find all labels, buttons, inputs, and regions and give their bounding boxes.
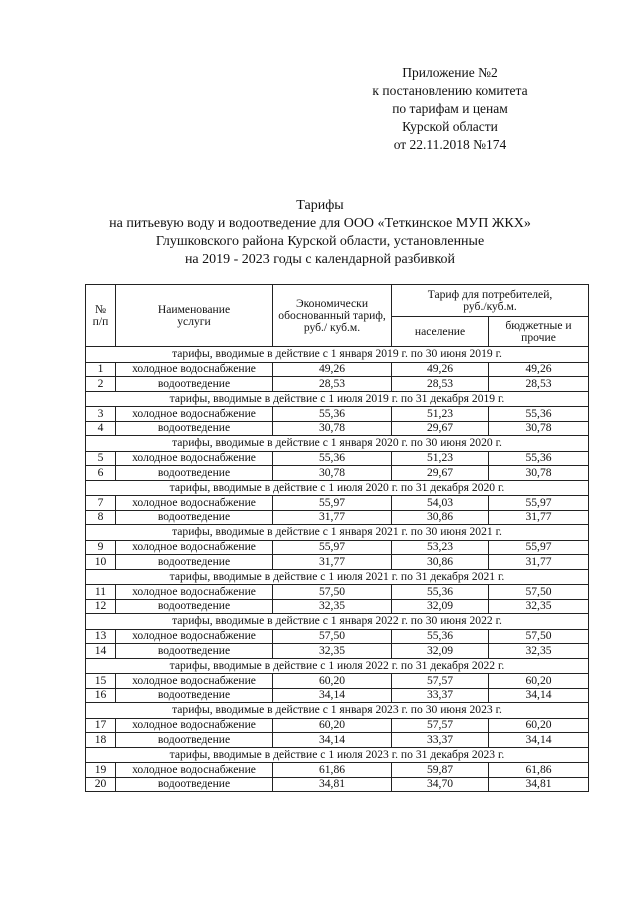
row-service: водоотведение (116, 377, 273, 392)
row-population-tariff: 29,67 (392, 421, 489, 436)
section-title: тарифы, вводимые в действие с 1 июля 2021 г. по 31 декабря 2021 г. (86, 569, 589, 585)
row-econ-tariff: 55,97 (273, 496, 392, 511)
row-service: холодное водоснабжение (116, 451, 273, 466)
row-service: холодное водоснабжение (116, 585, 273, 600)
row-econ-tariff: 31,77 (273, 555, 392, 570)
row-num: 10 (86, 555, 116, 570)
table-row (86, 510, 589, 525)
row-num: 1 (86, 362, 116, 377)
section-row (86, 747, 589, 763)
row-population-tariff: 32,09 (392, 599, 489, 614)
row-econ-tariff: 30,78 (273, 421, 392, 436)
table-row (86, 688, 589, 703)
section-row (86, 436, 589, 452)
table-row (86, 377, 589, 392)
section-row (86, 480, 589, 496)
row-population-tariff: 30,86 (392, 510, 489, 525)
row-population-tariff: 30,86 (392, 555, 489, 570)
section-title: тарифы, вводимые в действие с 1 января 2022 г. по 30 июня 2022 г. (86, 614, 589, 630)
row-service: холодное водоснабжение (116, 629, 273, 644)
row-num: 7 (86, 496, 116, 511)
table-row (86, 763, 589, 778)
row-budget-tariff: 30,78 (489, 466, 589, 481)
row-budget-tariff: 55,36 (489, 451, 589, 466)
row-service: водоотведение (116, 555, 273, 570)
row-budget-tariff: 34,14 (489, 733, 589, 748)
row-population-tariff: 59,87 (392, 763, 489, 778)
section-title: тарифы, вводимые в действие с 1 июля 2023 г. по 31 декабря 2023 г. (86, 747, 589, 763)
header-population: население (392, 317, 489, 347)
row-service: водоотведение (116, 733, 273, 748)
row-econ-tariff: 61,86 (273, 763, 392, 778)
row-budget-tariff: 55,36 (489, 407, 589, 422)
row-budget-tariff: 57,50 (489, 629, 589, 644)
row-service: водоотведение (116, 688, 273, 703)
header-budget: бюджетные и прочие (489, 317, 589, 347)
row-econ-tariff: 55,36 (273, 407, 392, 422)
section-title: тарифы, вводимые в действие с 1 января 2020 г. по 30 июня 2020 г. (86, 436, 589, 452)
row-budget-tariff: 34,14 (489, 688, 589, 703)
table-row (86, 733, 589, 748)
table-row (86, 407, 589, 422)
document-title (60, 197, 580, 269)
row-population-tariff: 32,09 (392, 644, 489, 659)
row-num: 18 (86, 733, 116, 748)
section-row (86, 347, 589, 363)
row-budget-tariff: 31,77 (489, 555, 589, 570)
row-num: 9 (86, 540, 116, 555)
row-econ-tariff: 57,50 (273, 585, 392, 600)
table-row (86, 644, 589, 659)
row-budget-tariff: 55,97 (489, 540, 589, 555)
row-service: холодное водоснабжение (116, 718, 273, 733)
row-econ-tariff: 55,97 (273, 540, 392, 555)
row-population-tariff: 51,23 (392, 407, 489, 422)
table-row (86, 555, 589, 570)
row-econ-tariff: 30,78 (273, 466, 392, 481)
row-num: 12 (86, 599, 116, 614)
row-budget-tariff: 61,86 (489, 763, 589, 778)
row-budget-tariff: 57,50 (489, 585, 589, 600)
table-body (86, 347, 589, 792)
appendix-line: по тарифам и ценам (392, 101, 508, 116)
appendix-line: к постановлению комитета (372, 83, 528, 98)
row-population-tariff: 53,23 (392, 540, 489, 555)
row-service: холодное водоснабжение (116, 674, 273, 689)
row-service: холодное водоснабжение (116, 540, 273, 555)
row-service: водоотведение (116, 466, 273, 481)
row-budget-tariff: 30,78 (489, 421, 589, 436)
row-service: водоотведение (116, 599, 273, 614)
table-row (86, 718, 589, 733)
section-row (86, 525, 589, 541)
row-budget-tariff: 34,81 (489, 777, 589, 792)
tariff-table (85, 284, 589, 792)
row-econ-tariff: 34,14 (273, 733, 392, 748)
row-population-tariff: 49,26 (392, 362, 489, 377)
row-num: 13 (86, 629, 116, 644)
section-title: тарифы, вводимые в действие с 1 июля 2020 г. по 31 декабря 2020 г. (86, 480, 589, 496)
header-num: № п/п (86, 285, 116, 347)
section-row (86, 391, 589, 407)
table-row (86, 540, 589, 555)
row-population-tariff: 29,67 (392, 466, 489, 481)
table-row (86, 362, 589, 377)
section-title: тарифы, вводимые в действие с 1 января 2021 г. по 30 июня 2021 г. (86, 525, 589, 541)
appendix-line: Курской области (402, 119, 498, 134)
table-row (86, 674, 589, 689)
header-econ-tariff: Экономически обоснованный тариф, руб./ куб.м. (273, 285, 392, 347)
table-row (86, 451, 589, 466)
row-num: 16 (86, 688, 116, 703)
section-row (86, 569, 589, 585)
title-line: Глушковского района Курской области, установленные (155, 234, 485, 249)
appendix-block (300, 64, 600, 154)
section-title: тарифы, вводимые в действие с 1 января 2019 г. по 30 июня 2019 г. (86, 347, 589, 363)
table-row (86, 585, 589, 600)
row-num: 11 (86, 585, 116, 600)
table-row (86, 466, 589, 481)
row-econ-tariff: 55,36 (273, 451, 392, 466)
header-service: Наименование услуги (116, 285, 273, 347)
row-econ-tariff: 49,26 (273, 362, 392, 377)
row-num: 15 (86, 674, 116, 689)
row-service: водоотведение (116, 421, 273, 436)
section-title: тарифы, вводимые в действие с 1 июля 2019 г. по 31 декабря 2019 г. (86, 391, 589, 407)
row-service: водоотведение (116, 777, 273, 792)
row-service: холодное водоснабжение (116, 407, 273, 422)
section-row (86, 703, 589, 719)
row-num: 4 (86, 421, 116, 436)
row-budget-tariff: 28,53 (489, 377, 589, 392)
appendix-title: Приложение №2 (402, 65, 498, 80)
section-row (86, 614, 589, 630)
row-num: 2 (86, 377, 116, 392)
title-line: на питьевую воду и водоотведение для ООО «Теткинское МУП ЖКХ» (109, 216, 531, 231)
row-population-tariff: 51,23 (392, 451, 489, 466)
section-row (86, 658, 589, 674)
header-consumer-tariff: Тариф для потребителей, руб./куб.м. (392, 285, 589, 317)
row-population-tariff: 54,03 (392, 496, 489, 511)
row-service: холодное водоснабжение (116, 496, 273, 511)
row-num: 8 (86, 510, 116, 525)
row-econ-tariff: 32,35 (273, 644, 392, 659)
row-population-tariff: 55,36 (392, 629, 489, 644)
row-budget-tariff: 49,26 (489, 362, 589, 377)
row-num: 14 (86, 644, 116, 659)
section-title: тарифы, вводимые в действие с 1 января 2023 г. по 30 июня 2023 г. (86, 703, 589, 719)
row-population-tariff: 34,70 (392, 777, 489, 792)
row-population-tariff: 33,37 (392, 733, 489, 748)
row-service: холодное водоснабжение (116, 763, 273, 778)
row-service: водоотведение (116, 510, 273, 525)
title-heading: Тарифы (296, 198, 344, 213)
row-budget-tariff: 32,35 (489, 644, 589, 659)
row-service: водоотведение (116, 644, 273, 659)
row-econ-tariff: 31,77 (273, 510, 392, 525)
row-population-tariff: 57,57 (392, 674, 489, 689)
row-population-tariff: 55,36 (392, 585, 489, 600)
row-num: 3 (86, 407, 116, 422)
row-budget-tariff: 60,20 (489, 718, 589, 733)
row-population-tariff: 57,57 (392, 718, 489, 733)
row-econ-tariff: 57,50 (273, 629, 392, 644)
row-econ-tariff: 32,35 (273, 599, 392, 614)
table-row (86, 496, 589, 511)
row-econ-tariff: 34,14 (273, 688, 392, 703)
row-budget-tariff: 32,35 (489, 599, 589, 614)
row-econ-tariff: 34,81 (273, 777, 392, 792)
row-econ-tariff: 28,53 (273, 377, 392, 392)
row-econ-tariff: 60,20 (273, 674, 392, 689)
appendix-date: от 22.11.2018 №174 (393, 137, 507, 152)
row-service: холодное водоснабжение (116, 362, 273, 377)
title-line: на 2019 - 2023 годы с календарной разбивкой (184, 252, 456, 267)
row-budget-tariff: 55,97 (489, 496, 589, 511)
table-row (86, 629, 589, 644)
row-num: 19 (86, 763, 116, 778)
row-num: 20 (86, 777, 116, 792)
table-row (86, 777, 589, 792)
section-title: тарифы, вводимые в действие с 1 июля 2022 г. по 31 декабря 2022 г. (86, 658, 589, 674)
row-num: 6 (86, 466, 116, 481)
row-population-tariff: 33,37 (392, 688, 489, 703)
row-budget-tariff: 31,77 (489, 510, 589, 525)
table-row (86, 421, 589, 436)
table-row (86, 599, 589, 614)
row-population-tariff: 28,53 (392, 377, 489, 392)
row-num: 17 (86, 718, 116, 733)
row-num: 5 (86, 451, 116, 466)
row-econ-tariff: 60,20 (273, 718, 392, 733)
row-budget-tariff: 60,20 (489, 674, 589, 689)
